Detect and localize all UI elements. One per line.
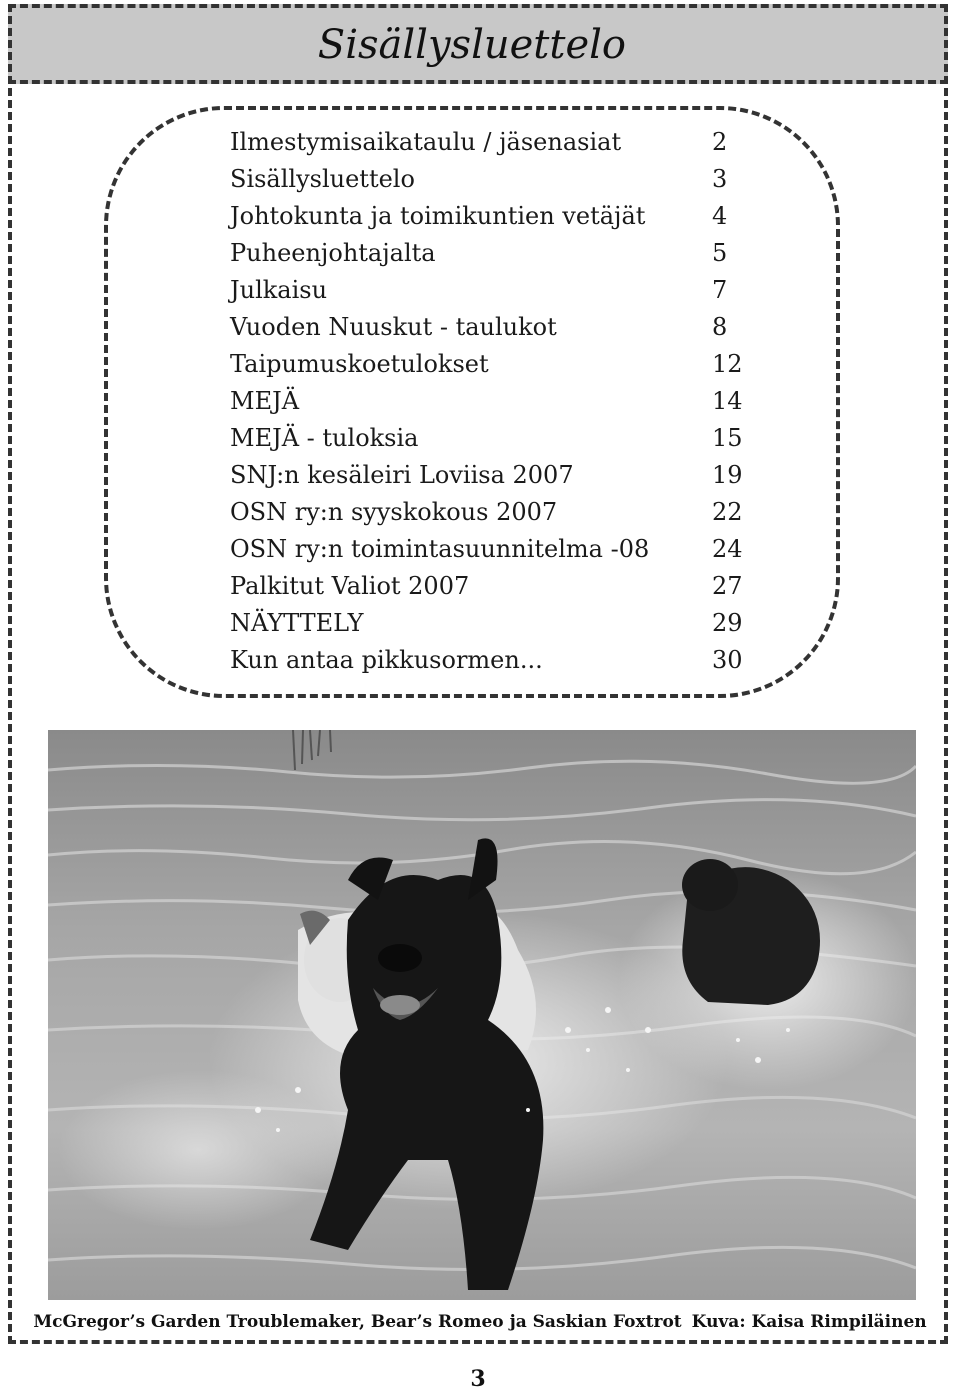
toc-entry[interactable] [230,198,750,235]
toc-entry-page: 12 [712,350,743,378]
toc-entry-page: 19 [712,461,743,489]
toc-entry[interactable] [230,568,750,605]
toc-entry[interactable] [230,272,750,309]
toc-entry-page: 30 [712,646,743,674]
page-title: Sisällysluettelo [317,22,626,68]
photo-caption [0,1312,960,1332]
toc-entry[interactable] [230,494,750,531]
page-number: 3 [470,1366,486,1392]
dogs-photo [48,730,916,1300]
toc-entry-page: 5 [712,239,728,267]
toc-list [230,124,750,679]
toc-entry-title: Vuoden Nuuskut - taulukot [230,313,557,341]
toc-entry[interactable] [230,420,750,457]
toc-entry[interactable] [230,161,750,198]
toc-entry-title: Sisällysluettelo [230,165,415,193]
toc-entry-page: 15 [712,424,743,452]
toc-entry-title: Taipumuskoetulokset [230,350,489,378]
toc-entry-title: Ilmestymisaikataulu / jäsenasiat [230,128,622,156]
toc-entry-page: 3 [712,165,728,193]
toc-entry-title: OSN ry:n syyskokous 2007 [230,498,558,526]
toc-entry-title: MEJÄ [230,387,300,415]
toc-entry[interactable] [230,457,750,494]
toc-entry-title: Julkaisu [230,276,328,304]
toc-entry-page: 7 [712,276,728,304]
toc-entry-page: 14 [712,387,743,415]
toc-entry-title: MEJÄ - tuloksia [230,424,419,452]
toc-entry-page: 2 [712,128,728,156]
toc-entry-title: Puheenjohtajalta [230,239,436,267]
toc-entry-title: Johtokunta ja toimikuntien vetäjät [230,202,646,230]
toc-entry[interactable] [230,346,750,383]
photo-credit: Kuva: Kaisa Rimpiläinen [691,1312,927,1332]
title-banner [8,4,948,84]
toc-entry[interactable] [230,383,750,420]
toc-entry-page: 27 [712,572,743,600]
toc-entry-title: NÄYTTELY [230,609,364,637]
toc-entry[interactable] [230,309,750,346]
toc-entry-title: SNJ:n kesäleiri Loviisa 2007 [230,461,574,489]
toc-entry-page: 4 [712,202,728,230]
toc-entry[interactable] [230,531,750,568]
toc-entry-page: 8 [712,313,728,341]
toc-entry-page: 22 [712,498,743,526]
toc-entry-title: Palkitut Valiot 2007 [230,572,470,600]
toc-entry[interactable] [230,642,750,679]
dogs-photo-image [48,730,916,1300]
toc-entry[interactable] [230,124,750,161]
toc-entry-page: 29 [712,609,743,637]
toc-entry-title: Kun antaa pikkusormen... [230,646,543,674]
toc-entry-title: OSN ry:n toimintasuunnitelma -08 [230,535,650,563]
caption-text: McGregor’s Garden Troublemaker, Bear’s Romeo ja Saskian Foxtrot [33,1312,682,1332]
toc-entry[interactable] [230,235,750,272]
toc-entry-page: 24 [712,535,743,563]
toc-entry[interactable] [230,605,750,642]
